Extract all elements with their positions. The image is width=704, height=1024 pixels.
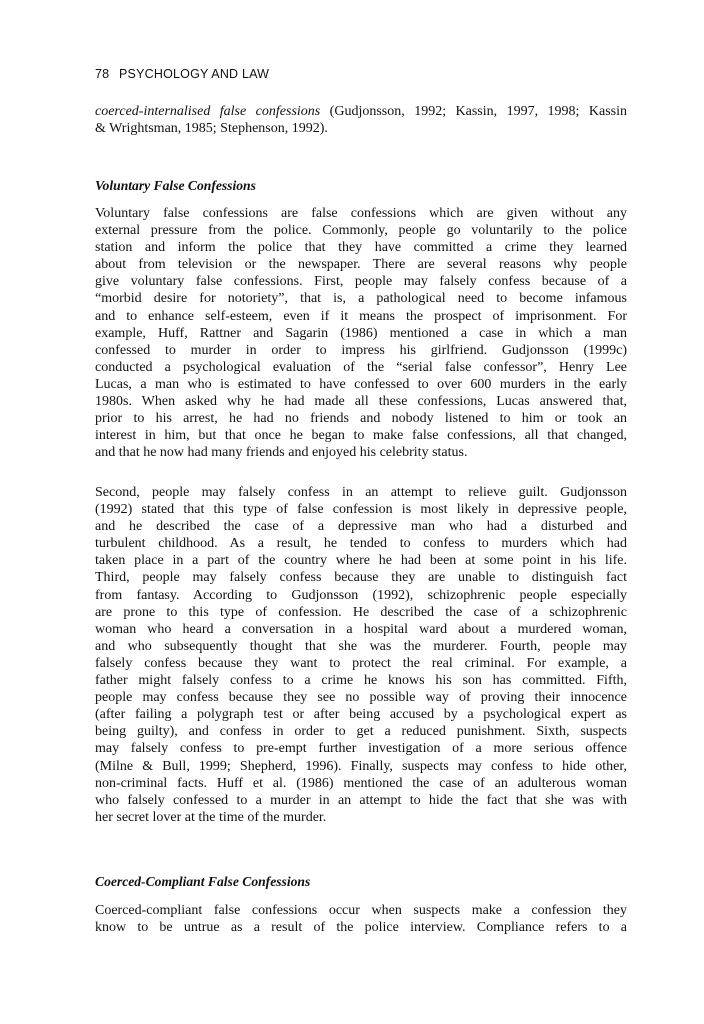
coerced-compliant-paragraph-1 xyxy=(95,902,627,936)
text-line: “morbid desire for notoriety”, that is, a pathological need to become infamous xyxy=(95,291,627,307)
text-line: prior to his arrest, he had no friends and nobody listened to him or took an xyxy=(95,411,627,427)
voluntary-paragraph-2 xyxy=(95,484,627,826)
text-line: give voluntary false confessions. First, people may falsely confess because of a xyxy=(95,274,627,290)
running-title: PSYCHOLOGY AND LAW xyxy=(119,67,270,81)
text-line: woman who heard a conversation in a hospital ward about a murdered woman, xyxy=(95,621,627,637)
text-line: Lucas, a man who is estimated to have confessed to over 600 murders in the early xyxy=(95,376,627,392)
section-heading-coerced-compliant: Coerced-Compliant False Confessions xyxy=(95,874,311,889)
text-line: example, Huff, Rattner and Sagarin (1986) mentioned a case in which a man xyxy=(95,325,627,341)
text-line: Second, people may falsely confess in an attempt to relieve guilt. Gudjonsson xyxy=(95,485,627,500)
intro-line-2: & Wrightsman, 1985; Stephenson, 1992). xyxy=(95,121,328,137)
text-line: know to be untrue as a result of the police interview. Compliance refers to a xyxy=(95,920,627,936)
section-heading-voluntary: Voluntary False Confessions xyxy=(95,178,256,193)
text-line: station and inform the police that they have committed a crime they learned xyxy=(95,240,627,256)
text-line: interest in him, but that once he began to make false confessions, all that changed, xyxy=(95,428,627,444)
text-line: Voluntary false confessions are false confessions which are given without any xyxy=(95,206,627,221)
text-line: and he described the case of a depressive man who had a disturbed and xyxy=(95,519,627,535)
intro-citation-line: (Gudjonsson, 1992; Kassin, 1997, 1998; Kassin xyxy=(320,104,627,119)
text-line: who falsely confessed to a murder in an attempt to hide the fact that she was with xyxy=(95,792,627,808)
running-header xyxy=(95,67,269,81)
text-line: may falsely confess to pre-empt further investigation of a more serious offence xyxy=(95,741,627,757)
text-line: (Milne & Bull, 1999; Shepherd, 1996). Finally, suspects may confess to hide other, xyxy=(95,758,627,774)
text-line: about from television or the newspaper. There are several reasons why people xyxy=(95,257,627,273)
text-line: turbulent childhood. As a result, he tended to confess to murders which had xyxy=(95,536,627,552)
text-line: (after failing a polygraph test or after being accused by a psychological expert as xyxy=(95,707,627,723)
text-line: confessed to murder in order to impress his girlfriend. Gudjonsson (1999c) xyxy=(95,342,627,358)
page-number: 78 xyxy=(95,67,110,81)
intro-paragraph xyxy=(95,103,627,137)
text-line: taken place in a part of the country where he had been at some point in his life. xyxy=(95,553,627,569)
text-line: 1980s. When asked why he had made all these confessions, Lucas answered that, xyxy=(95,394,627,410)
text-line: her secret lover at the time of the murder. xyxy=(95,809,327,825)
text-line: being guilty), and confess in order to get a reduced punishment. Sixth, suspects xyxy=(95,724,627,740)
text-line: Coerced-compliant false confessions occur when suspects make a confession they xyxy=(95,903,627,918)
intro-italic-term: coerced-internalised false confessions xyxy=(95,104,321,119)
text-line: (1992) stated that this type of false confession is most likely in depressive people, xyxy=(95,502,627,518)
text-line: non-criminal facts. Huff et al. (1986) mentioned the case of an adulterous woman xyxy=(95,775,627,791)
text-line: and who subsequently thought that she was the murderer. Fourth, people may xyxy=(95,638,627,654)
voluntary-paragraph-1 xyxy=(95,205,627,461)
text-line: father might falsely confess to a crime he knows his son has committed. Fifth, xyxy=(95,673,627,689)
text-line: and to enhance self-esteem, even if it means the prospect of imprisonment. For xyxy=(95,308,627,324)
text-line: are prone to this type of confession. He described the case of a schizophrenic xyxy=(95,604,627,620)
text-line: and that he now had many friends and enjoyed his celebrity status. xyxy=(95,445,468,461)
text-line: conducted a psychological evaluation of the “serial false confessor”, Henry Lee xyxy=(95,359,627,375)
text-line: external pressure from the police. Commonly, people go voluntarily to the police xyxy=(95,223,627,239)
text-line: Third, people may falsely confess because they are unable to distinguish fact xyxy=(95,570,627,586)
text-line: from fantasy. According to Gudjonsson (1992), schizophrenic people especially xyxy=(95,587,627,603)
text-line: people may confess because they see no possible way of proving their innocence xyxy=(95,690,627,706)
text-line: falsely confess because they want to protect the real criminal. For example, a xyxy=(95,655,627,671)
